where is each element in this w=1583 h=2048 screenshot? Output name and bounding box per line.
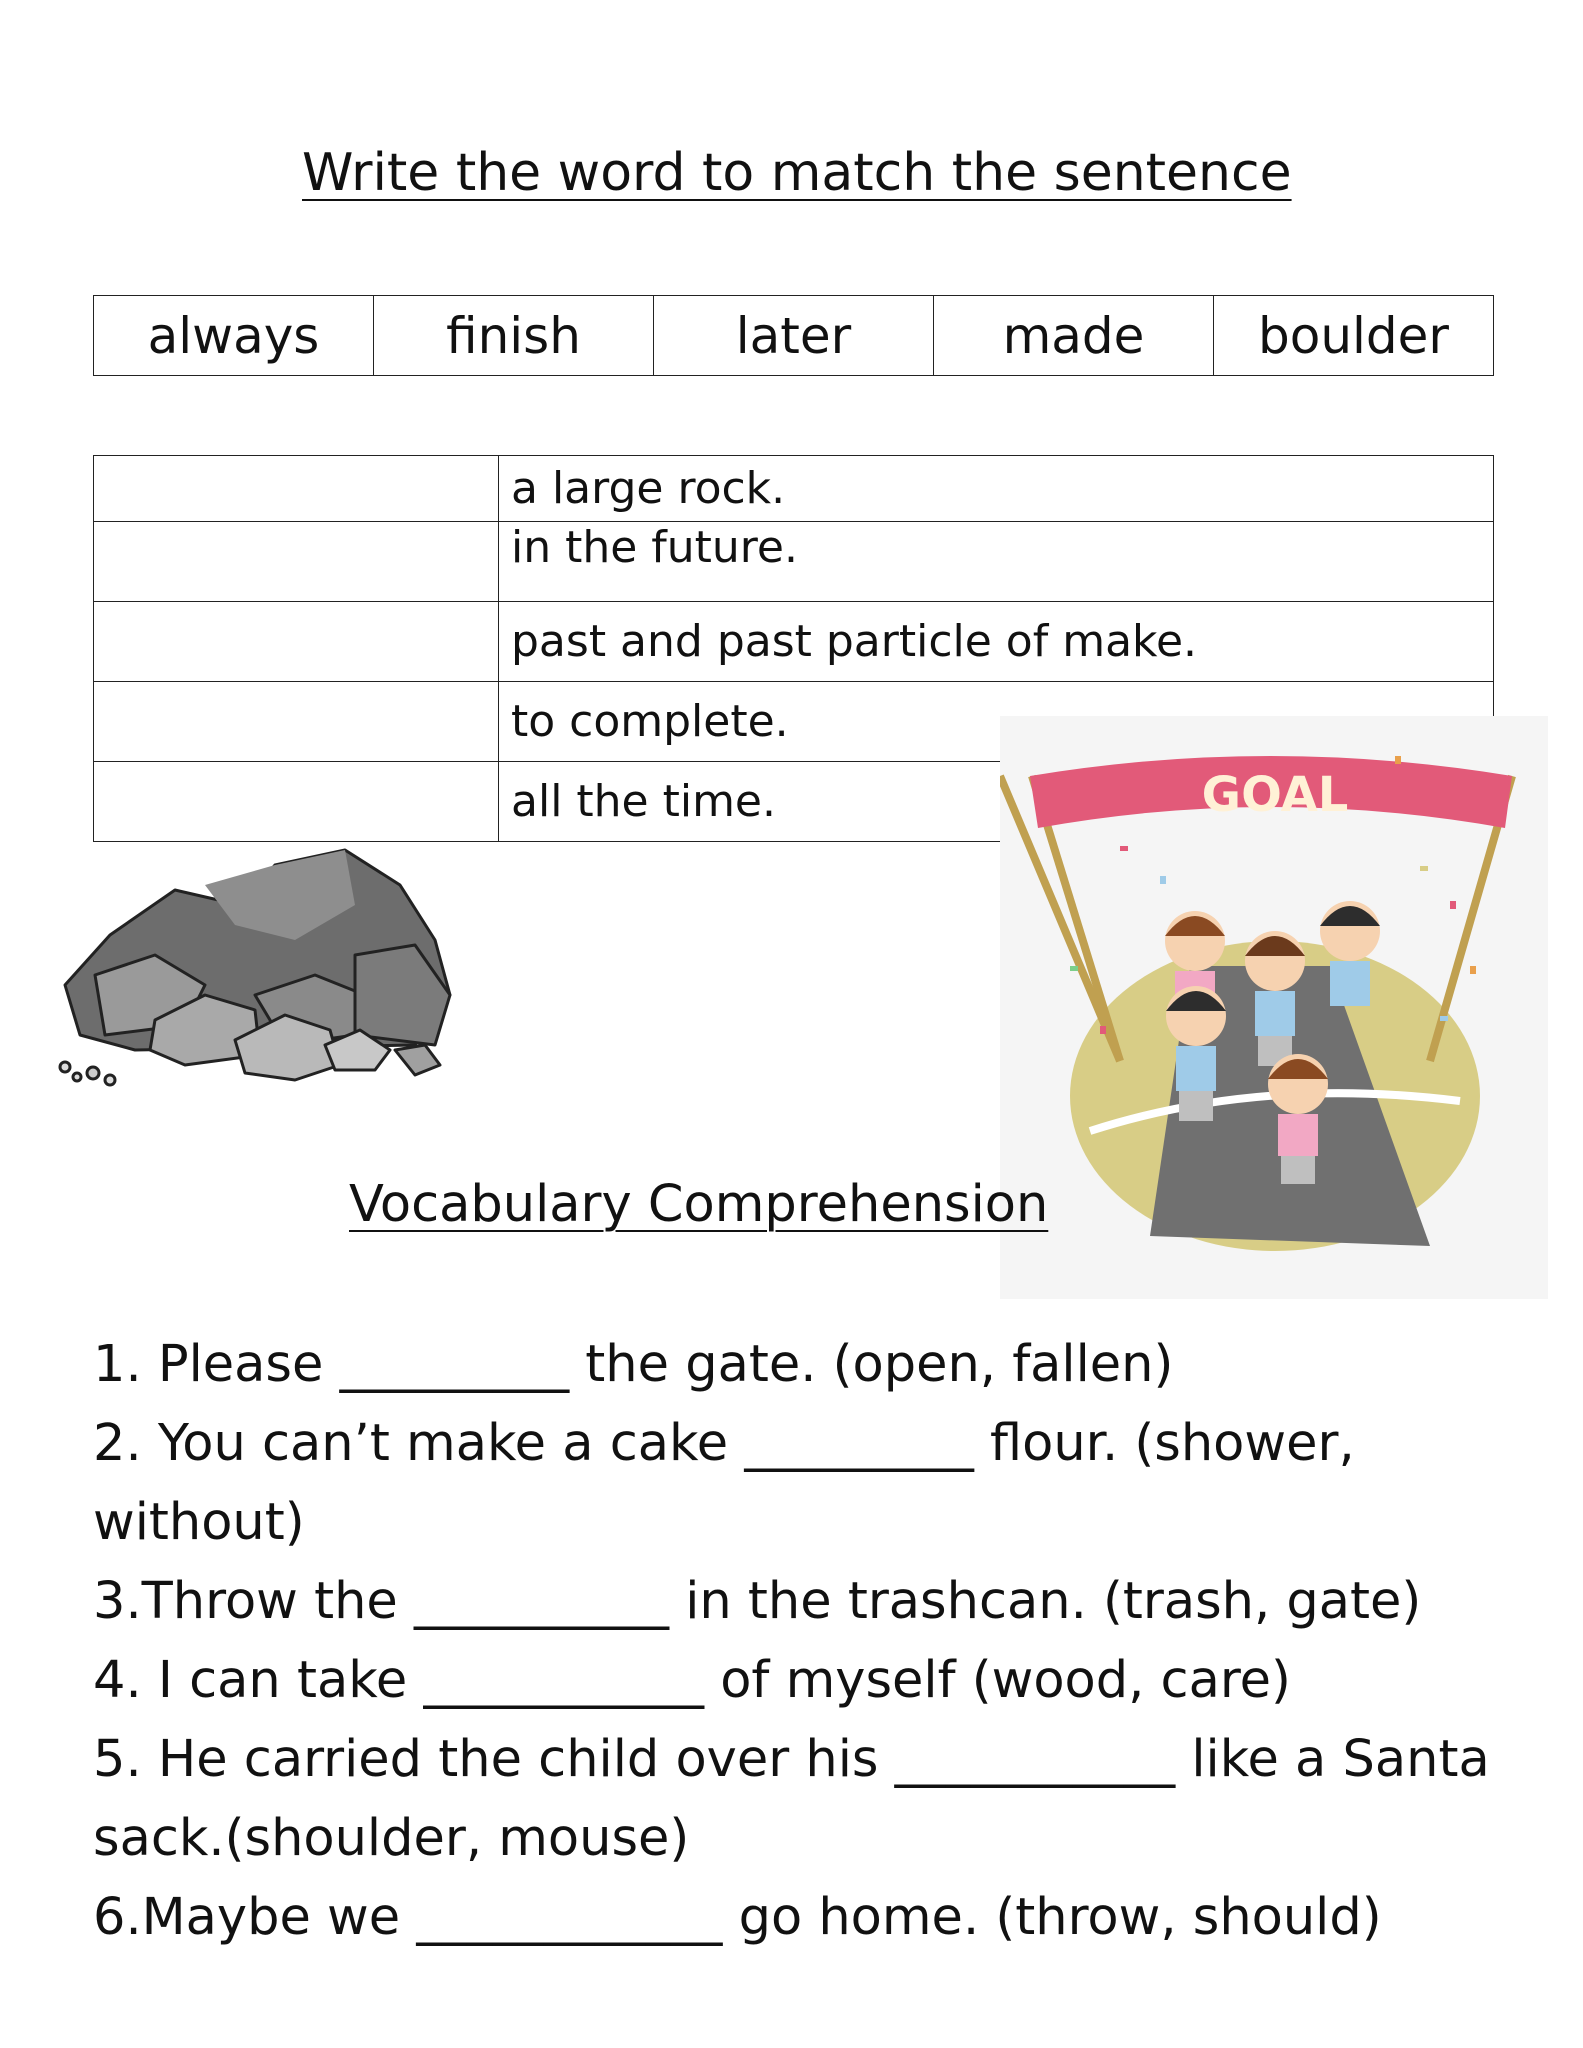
word-bank-cell: finish (374, 296, 654, 376)
question-line: 1. Please _________ the gate. (open, fallen) (93, 1335, 1174, 1394)
word-bank-cell: always (94, 296, 374, 376)
word-bank-cell: boulder (1214, 296, 1494, 376)
definition-cell: in the future. (499, 522, 1494, 602)
question-line: 2. You can’t make a cake _________ flour. (shower, (93, 1414, 1355, 1473)
answer-cell[interactable] (94, 602, 499, 682)
boulder-illustration (55, 845, 495, 1100)
definition-cell: to complete. (499, 682, 1494, 762)
worksheet-title: Write the word to match the sentence (302, 143, 1292, 203)
answer-cell[interactable] (94, 522, 499, 602)
word-bank-cell: made (934, 296, 1214, 376)
section-title: Vocabulary Comprehension (349, 1175, 1049, 1234)
answer-cell[interactable] (94, 456, 499, 522)
question-line: 4. I can take ___________ of myself (wood, care) (93, 1651, 1291, 1710)
question-line: 5. He carried the child over his ___________ like a Santa (93, 1730, 1490, 1789)
question-line: sack.(shoulder, mouse) (93, 1809, 690, 1868)
question-line: 6.Maybe we ____________ go home. (throw, should) (93, 1888, 1382, 1947)
definition-cell: all the time. (499, 762, 1494, 842)
answer-cell[interactable] (94, 762, 499, 842)
definition-cell: past and past particle of make. (499, 602, 1494, 682)
question-line: 3.Throw the __________ in the trashcan. (trash, gate) (93, 1572, 1422, 1631)
answer-cell[interactable] (94, 682, 499, 762)
word-bank-cell: later (654, 296, 934, 376)
definition-cell: a large rock. (499, 456, 1494, 522)
goal-race-illustration (1000, 716, 1548, 1299)
word-bank-table (93, 295, 1494, 376)
goal-banner-text: GOAL (1201, 767, 1349, 823)
question-line: without) (93, 1493, 305, 1552)
